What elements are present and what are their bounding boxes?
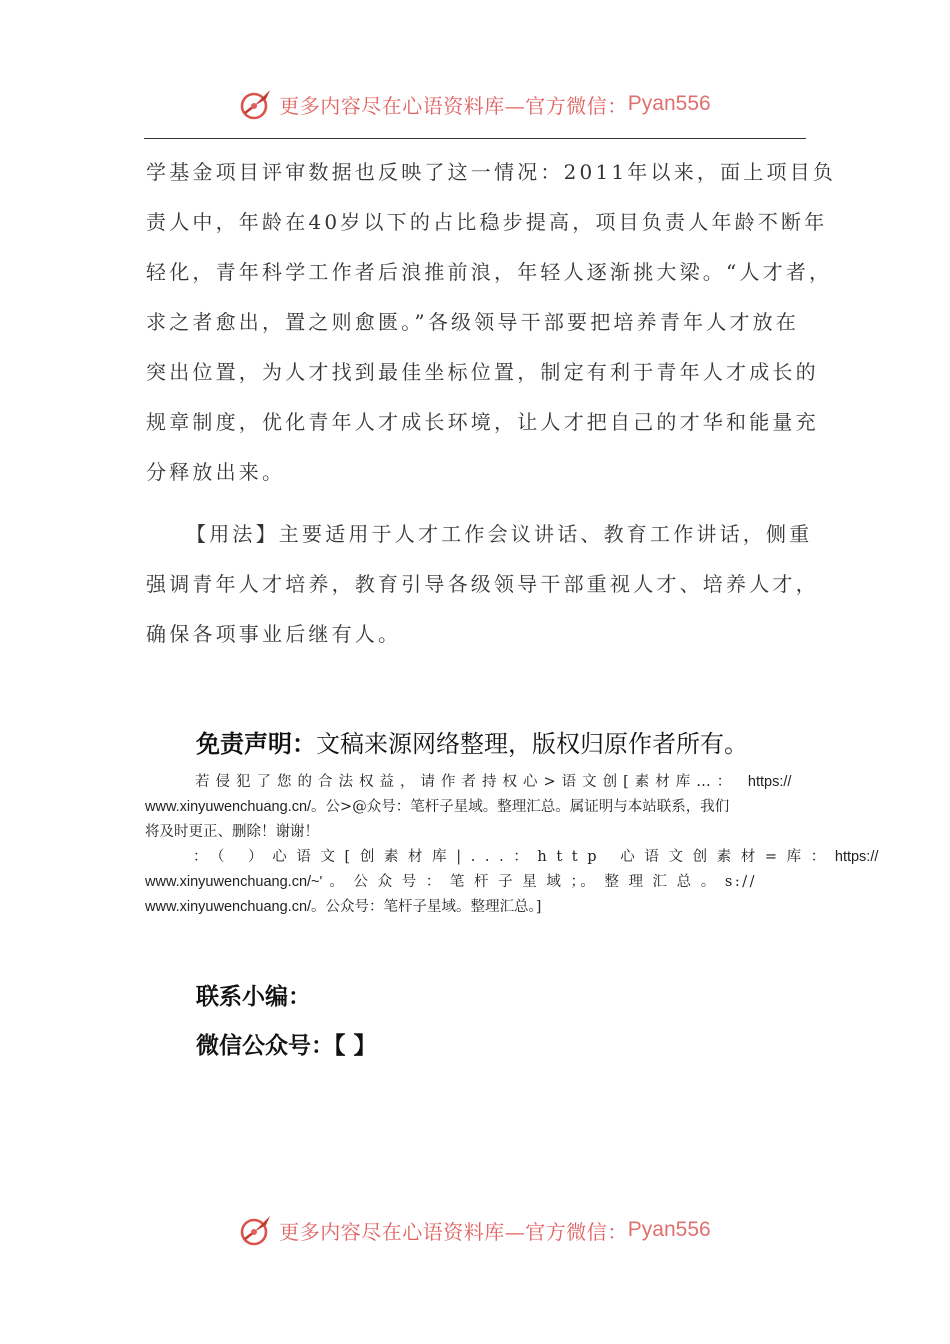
body-paragraph-usage: [146, 509, 819, 659]
disclaimer-link[interactable]: https://: [834, 849, 879, 865]
wechat-account-label: 微信公众号：【 】: [196, 1033, 377, 1059]
footer-banner: [0, 1210, 950, 1250]
text-line: 分释放出来。: [146, 460, 286, 484]
text-line: 【用法】主要适用于人才工作会议讲话、教育工作讲话，侧重: [186, 522, 813, 546]
text-line: 求之者愈出，置之则愈匮。”各级领导干部要把培养青年人才放在: [146, 310, 800, 334]
banner-text: 更多内容尽在心语资料库—官方微信：: [279, 93, 628, 118]
disclaimer-label: 免责声明：: [196, 730, 316, 758]
disclaimer-link[interactable]: www.xinyuwenchuang.cn/: [145, 799, 312, 815]
header-banner: [0, 84, 950, 124]
header-divider: [144, 138, 806, 139]
text-line: 确保各项事业后继有人。: [146, 622, 402, 646]
disclaimer-text: ：（ ）心语文[创素材库|...：http 心语文创素材=库：: [193, 849, 835, 865]
banner-wechat-id: Pyan556: [627, 1218, 711, 1241]
text-line: 轻化，青年科学工作者后浪推前浪，年轻人逐渐挑大梁。“人才者，: [146, 260, 833, 284]
disclaimer-text: 。 公 众 号 ： 笔 杆 子 星 域 ；。 整 理 汇 总 。 s://: [322, 874, 757, 890]
quill-logo-icon: [239, 87, 273, 121]
disclaimer-link[interactable]: www.xinyuwenchuang.cn/~': [145, 874, 323, 890]
banner-wechat-id: Pyan556: [627, 92, 711, 115]
text-line: 规章制度，优化青年人才成长环境，让人才把自己的才华和能量充: [146, 410, 819, 434]
disclaimer-link[interactable]: https://: [747, 774, 792, 790]
contact-editor-label: 联系小编：: [196, 984, 311, 1010]
quill-logo-icon: [239, 1213, 273, 1247]
disclaimer-text: 。公众号：笔杆子星域。整理汇总。]: [311, 899, 542, 915]
disclaimer-line: [145, 845, 879, 870]
disclaimer-line: [145, 770, 808, 795]
text-line: 强调青年人才培养，教育引导各级领导干部重视人才、培养人才，: [146, 572, 819, 596]
body-paragraph-1: [146, 147, 837, 497]
text-line: 学基金项目评审数据也反映了这一情况：2011年以来，面上项目负: [146, 160, 837, 184]
disclaimer-line: 将及时更正、删除！谢谢！: [145, 824, 319, 840]
disclaimer-link[interactable]: www.xinyuwenchuang.cn/: [145, 899, 312, 915]
banner-text: 更多内容尽在心语资料库—官方微信：: [279, 1219, 628, 1244]
disclaimer-heading-text: 文稿来源网络整理，版权归原作者所有。: [316, 730, 748, 758]
disclaimer-title: [196, 726, 748, 762]
disclaimer-line: [145, 870, 808, 895]
disclaimer-text: 。公>@众号：笔杆子星域。整理汇总。属证明与本站联系，我们: [311, 799, 730, 815]
disclaimer-text: 若侵犯了您的合法权益，请作者持权心>语文创[素材库…：: [195, 774, 738, 790]
disclaimer-line: [145, 795, 808, 820]
text-line: 突出位置，为人才找到最佳坐标位置，制定有利于青年人才成长的: [146, 360, 819, 384]
disclaimer-line: [145, 895, 808, 920]
disclaimer-body: [145, 770, 879, 920]
text-line: 责人中，年龄在40岁以下的占比稳步提高，项目负责人年龄不断年: [146, 210, 828, 234]
